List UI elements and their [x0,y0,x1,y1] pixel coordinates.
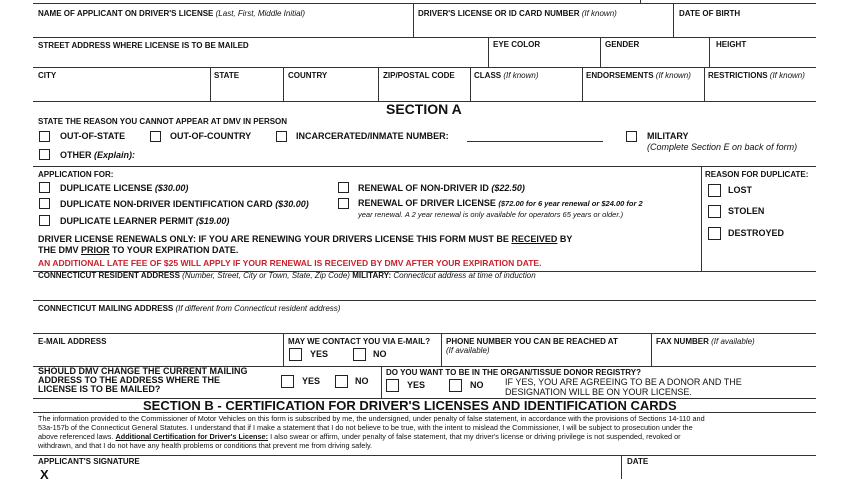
divider [210,67,211,101]
signature-field[interactable] [55,467,615,479]
incarcerated-label: INCARCERATED/INMATE NUMBER: [296,131,449,141]
mailing-address-text: CONNECTICUT MAILING ADDRESS [38,304,174,313]
mailing-address-hint: (If different from Connecticut resident address) [175,304,341,313]
renewals-notice-line2: THE DMV PRIOR TO YOUR EXPIRATION DATE. [38,245,239,255]
other-label [60,150,135,161]
stolen-checkbox[interactable] [708,205,721,218]
donor-question: DO YOU WANT TO BE IN THE ORGAN/TISSUE DONOR REGISTRY? [386,368,641,377]
certification-line2: 53a-157b of the Connecticut General Statutes. I understand that if I make a statement that I do not believe to be true, with the intent to mislead the Commissioner, I will be subject to prosecution under the [38,423,693,432]
row-rule [33,455,816,456]
fax-text: FAX NUMBER [656,337,709,346]
row-rule [33,166,816,167]
duplicate-license-fee: ($30.00) [154,183,189,193]
other-text: OTHER [60,150,92,160]
signature-label: APPLICANT'S SIGNATURE [38,457,140,466]
divider [651,333,652,366]
endorsements-hint: (If known) [655,71,691,80]
destroyed-label: DESTROYED [728,228,785,238]
divider [441,333,442,366]
renewal-driver-note-line2: year renewal. A 2 year renewal is only available for operators 65 years or older.) [358,210,624,219]
divider [283,67,284,101]
signature-mark: X [40,467,49,482]
divider [673,4,674,37]
change-address-yes-checkbox[interactable] [281,375,294,388]
other-checkbox[interactable] [39,149,50,160]
section-a-title: SECTION A [386,101,462,117]
divider [283,333,284,366]
top-rule [33,3,816,4]
late-fee-warning: AN ADDITIONAL LATE FEE OF $25 WILL APPLY IF YOUR RENEWAL IS RECEIVED BY DMV AFTER YOUR EXPIRATION DATE. [38,258,542,268]
state-label: STATE [214,71,240,80]
renewals-notice-line1 [38,234,572,245]
renewals-notice-text: DRIVER LICENSE RENEWALS ONLY: IF YOU ARE RENEWING YOUR DRIVERS LICENSE THIS FORM MUST BE RECEIVED BY [38,234,573,244]
restrictions-hint: (If known) [769,71,805,80]
contact-yes-checkbox[interactable] [289,348,302,361]
row-rule [33,333,816,334]
top-divider [640,0,641,4]
duplicate-nondriver-fee: ($30.00) [275,199,309,209]
application-heading: APPLICATION FOR: [38,170,114,179]
zip-label: ZIP/POSTAL CODE [383,71,455,80]
city-label: CITY [38,71,57,80]
duplicate-nondriver-checkbox[interactable] [39,198,50,209]
other-hint: (Explain): [94,150,136,160]
gender-label: GENDER [605,40,640,49]
change-address-line3: LICENSE IS TO BE MAILED? [38,384,161,394]
certification-additional-heading: Additional Certification for Driver's License: [115,432,269,441]
may-contact-label: MAY WE CONTACT YOU VIA E-MAIL? [288,337,431,346]
military-label: MILITARY [647,131,689,141]
out-of-country-label: OUT-OF-COUNTRY [170,131,252,141]
duplicate-license-label [60,183,188,194]
date-of-birth-label: DATE OF BIRTH [679,9,741,18]
mailing-address-label [38,304,340,314]
change-address-line2: ADDRESS TO THE ADDRESS WHERE THE [38,375,221,385]
military-address-text: MILITARY: [352,271,392,280]
divider [488,37,489,67]
endorsements-label [586,71,691,81]
military-checkbox[interactable] [626,131,637,142]
restrictions-label [708,71,805,81]
stolen-label: STOLEN [728,206,765,216]
endorsements-text: ENDORSEMENTS [586,71,654,80]
donor-yes-checkbox[interactable] [386,379,399,392]
license-number-label [418,9,617,19]
lost-checkbox[interactable] [708,184,721,197]
out-of-state-checkbox[interactable] [39,131,50,142]
change-address-yes-label: YES [302,376,321,386]
class-hint: (If known) [503,71,539,80]
donor-no-label: NO [470,380,484,390]
duplicate-license-text: DUPLICATE LICENSE [60,183,153,193]
certification-line3-end: I also swear or affirm, under penalty of false statement, that my driver's license or driving privilege is not suspended, revoked or [268,432,681,441]
class-label [474,71,538,81]
restrictions-text: RESTRICTIONS [708,71,768,80]
contact-no-checkbox[interactable] [353,348,366,361]
certification-line3 [38,432,681,441]
reason-heading: STATE THE REASON YOU CANNOT APPEAR AT DMV IN PERSON [38,117,288,126]
email-label: E-MAIL ADDRESS [38,337,107,346]
certification-line4: withdrawn, and that I do not have any health problems or conditions that prevent me from driving safely. [38,441,373,450]
resident-address-text: CONNECTICUT RESIDENT ADDRESS [38,271,180,280]
duplicate-learner-fee: ($19.00) [195,216,230,226]
donor-note-line1: IF YES, YOU ARE AGREEING TO BE A DONOR AND THE [505,377,742,387]
resident-address-label [38,271,536,281]
divider [701,166,702,271]
renewal-nondriver-label [358,183,525,194]
applicant-name-label [38,9,305,19]
height-label: HEIGHT [716,40,747,49]
divider [378,67,379,101]
renewal-nondriver-fee: ($22.50) [491,183,525,193]
street-address-label: STREET ADDRESS WHERE LICENSE IS TO BE MAILED [38,41,249,50]
country-label: COUNTRY [288,71,328,80]
fax-label [656,337,755,347]
contact-yes-label: YES [310,349,329,359]
date-field[interactable] [625,467,815,479]
renewal-driver-text: RENEWAL OF DRIVER LICENSE [358,198,496,208]
change-address-line1: SHOULD DMV CHANGE THE CURRENT MAILING [38,366,248,376]
resident-address-hint: (Number, Street, City or Town, State, Zip Code) [182,271,350,280]
duplicate-learner-text: DUPLICATE LEARNER PERMIT [60,216,194,226]
duplicate-nondriver-label [60,199,309,210]
phone-label: PHONE NUMBER YOU CAN BE REACHED AT [446,337,618,346]
license-number-hint: (If known) [581,9,617,18]
eye-color-label: EYE COLOR [493,40,541,49]
duplicate-learner-checkbox[interactable] [39,215,50,226]
certification-line1: The information provided to the Commissioner of Motor Vehicles on this form is subscribed by me, the undersigned, under penalty of false statement, in accordance with the provisions of Sections 14-110 and [38,414,705,423]
license-number-text: DRIVER'S LICENSE OR ID CARD NUMBER [418,9,580,18]
duplicate-reason-heading: REASON FOR DUPLICATE: [705,170,809,179]
divider [582,67,583,101]
destroyed-checkbox[interactable] [708,227,721,240]
military-note: (Complete Section E on back of form) [647,142,798,152]
divider [413,4,414,37]
divider [470,67,471,101]
out-of-state-label: OUT-OF-STATE [60,131,126,141]
change-address-no-checkbox[interactable] [335,375,348,388]
incarcerated-checkbox[interactable] [276,131,287,142]
out-of-country-checkbox[interactable] [150,131,161,142]
divider [709,37,710,67]
donor-no-checkbox[interactable] [449,379,462,392]
military-address-hint: Connecticut address at time of induction [393,271,536,280]
lost-label: LOST [728,185,752,195]
applicant-name-hint: (Last, First, Middle Initial) [215,9,305,18]
duplicate-license-checkbox[interactable] [39,182,50,193]
phone-hint: (If available) [446,346,490,355]
change-address-no-label: NO [355,376,369,386]
renewal-driver-checkbox[interactable] [338,198,349,209]
divider [381,366,382,398]
row-rule [33,300,816,301]
class-text: CLASS [474,71,502,80]
renewal-nondriver-checkbox[interactable] [338,182,349,193]
divider [704,67,705,101]
date-label: DATE [627,457,649,466]
certification-line3-start: above referenced laws. [38,432,116,441]
renewal-driver-note: ($72.00 for 6 year renewal or $24.00 for 2 [498,199,643,208]
divider [621,455,622,479]
donor-note-line2: DESIGNATION WILL BE ON YOUR LICENSE. [505,387,692,397]
applicant-name-text: NAME OF APPLICANT ON DRIVER'S LICENSE [38,9,214,18]
fax-hint: (If available) [711,337,755,346]
duplicate-nondriver-text: DUPLICATE NON-DRIVER IDENTIFICATION CARD [60,199,273,209]
row-rule [33,67,816,68]
divider [600,37,601,67]
inmate-number-line[interactable] [467,141,603,142]
renewal-nondriver-text: RENEWAL OF NON-DRIVER ID [358,183,489,193]
renewal-driver-label [358,198,643,209]
section-b-title: SECTION B - CERTIFICATION FOR DRIVER'S LICENSES AND IDENTIFICATION CARDS [143,398,677,413]
contact-no-label: NO [373,349,387,359]
duplicate-learner-label [60,216,229,227]
donor-yes-label: YES [407,380,426,390]
row-rule [33,37,816,38]
